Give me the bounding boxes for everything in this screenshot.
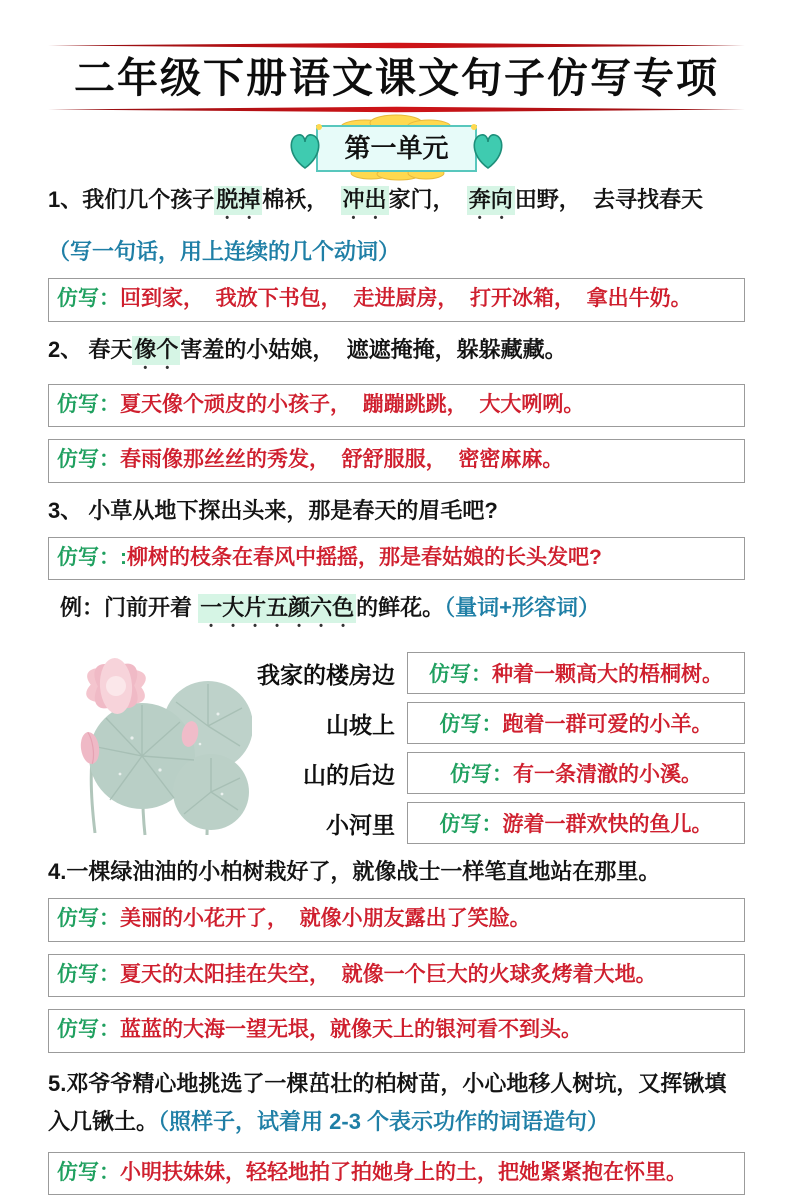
item4-answer-box-3 [48, 1009, 745, 1053]
badge-leaf-left-icon [286, 127, 324, 171]
item5-sentence [48, 1065, 745, 1142]
item2-answer-box-2 [48, 439, 745, 483]
item1-highlight-2: 冲出 [341, 186, 389, 215]
fangxie-label: 仿写： [57, 1160, 120, 1184]
item2-seg2: 害羞的小姑娘， 遮遮掩掩，躲躲藏藏。 [180, 336, 567, 362]
fill-row-label: 山坡上 [326, 711, 395, 738]
fill-row-4 [252, 802, 745, 844]
example-highlight: 一大片五颜六色 [198, 594, 356, 623]
fangxie-label: 仿写： [439, 713, 503, 737]
answer-text: 柳树的枝条在春风中摇摇，那是春姑娘的长头发吧? [127, 545, 602, 569]
item1-answer-box [48, 278, 745, 322]
fangxie-label: 仿写： [57, 287, 120, 311]
item5-answer-box [48, 1152, 745, 1195]
fangxie-label: 仿写： [439, 813, 503, 837]
answer-text: 夏天像个顽皮的小孩子， 蹦蹦跳跳， 大大咧咧。 [120, 392, 585, 416]
item2-sentence [48, 334, 745, 374]
fill-in-section [48, 642, 745, 844]
fangxie-label: 仿写： [450, 763, 513, 787]
fill-row-2 [252, 702, 745, 744]
item5-seg1: 5.邓爷爷精心地挑选了一棵茁壮的柏树苗，小心地移人树坑，又挥锹填入几锹土。 [48, 1070, 727, 1135]
item5-hint: （照样子，试着用 2-3 个表示功作的词语造句） [158, 1109, 610, 1135]
fill-row-answer-box [407, 752, 745, 794]
item3-answer-box [48, 537, 745, 581]
item2-highlight-1: 像个 [132, 336, 180, 365]
answer-text: 种着一颗高大的梧桐树。 [492, 663, 723, 687]
item1-hint: （写一句话，用上连续的几个动词） [48, 239, 401, 265]
answer-text: 有一条清澈的小溪。 [513, 763, 702, 787]
item2-answer-box-1 [48, 384, 745, 428]
unit-badge-label: 第一单元 [316, 125, 476, 172]
fangxie-label: 仿写：: [57, 545, 127, 569]
fangxie-label: 仿写： [57, 1018, 120, 1042]
page-title: 二年级下册语文课文句子仿写专项 [74, 55, 719, 101]
fill-row-answer-box [407, 702, 745, 744]
fill-row-label: 小河里 [326, 811, 395, 838]
answer-text: 小明扶妹妹，轻轻地拍了拍她身上的土，把她紧紧抱在怀里。 [120, 1160, 687, 1184]
item1-seg3: 家门， [388, 187, 467, 213]
answer-text: 美丽的小花开了， 就像小朋友露出了笑脸。 [120, 907, 531, 931]
red-rule-bottom-icon [48, 106, 745, 113]
answer-text: 春雨像那丝丝的秀发， 舒舒服服， 密密麻麻。 [120, 448, 564, 472]
fill-row-3 [252, 752, 745, 794]
fangxie-label: 仿写： [57, 962, 120, 986]
item1-seg2: 棉袄， [262, 187, 341, 213]
item1-seg1: 1、我们几个孩子 [48, 187, 215, 213]
item2-seg1: 2、 春天 [48, 336, 133, 362]
answer-text: 夏天的太阳挂在失空， 就像一个巨大的火球炙烤着大地。 [120, 962, 657, 986]
item1-highlight-3: 奔向 [467, 186, 515, 215]
item4-answer-box-1 [48, 898, 745, 942]
item1-highlight-1: 脱掉 [214, 186, 262, 215]
example-seg1: 例：门前开着 [60, 595, 199, 621]
fill-rows [252, 642, 745, 844]
lotus-watercolor-image [40, 642, 252, 838]
example-hint: （量词+形容词） [444, 595, 601, 621]
unit-badge-inner [286, 125, 506, 172]
item4-answer-box-2 [48, 954, 745, 998]
answer-text: 回到家， 我放下书包， 走进厨房， 打开冰箱， 拿出牛奶。 [120, 287, 692, 311]
fill-row-answer-box [407, 802, 745, 844]
unit-badge [48, 125, 745, 172]
item3-example [48, 592, 745, 632]
example-seg2: 的鲜花。 [356, 595, 445, 621]
item3-sentence: 3、 小草从地下探出头来，那是春天的眉毛吧? [48, 497, 498, 523]
item1-seg4: 田野， 去寻找春天 [514, 187, 703, 213]
item4-sentence: 4.一棵绿油油的小柏树栽好了，就像战士一样笔直地站在那里。 [48, 859, 661, 885]
fangxie-label: 仿写： [57, 907, 120, 931]
answer-text: 跑着一群可爱的小羊。 [502, 713, 713, 737]
fangxie-label: 仿写： [57, 448, 120, 472]
answer-text: 蓝蓝的大海一望无垠，就像天上的银河看不到头。 [120, 1018, 582, 1042]
fill-row-1 [252, 652, 745, 694]
answer-text: 游着一群欢快的鱼儿。 [502, 813, 713, 837]
fill-row-answer-box [407, 652, 745, 694]
fill-row-label: 山的后边 [303, 761, 395, 788]
fill-row-label: 我家的楼房边 [257, 661, 395, 688]
fangxie-label: 仿写： [57, 392, 120, 416]
badge-leaf-right-icon [469, 127, 507, 171]
item1-sentence [48, 184, 745, 224]
red-rule-top-icon [48, 42, 745, 49]
fangxie-label: 仿写： [429, 663, 492, 687]
